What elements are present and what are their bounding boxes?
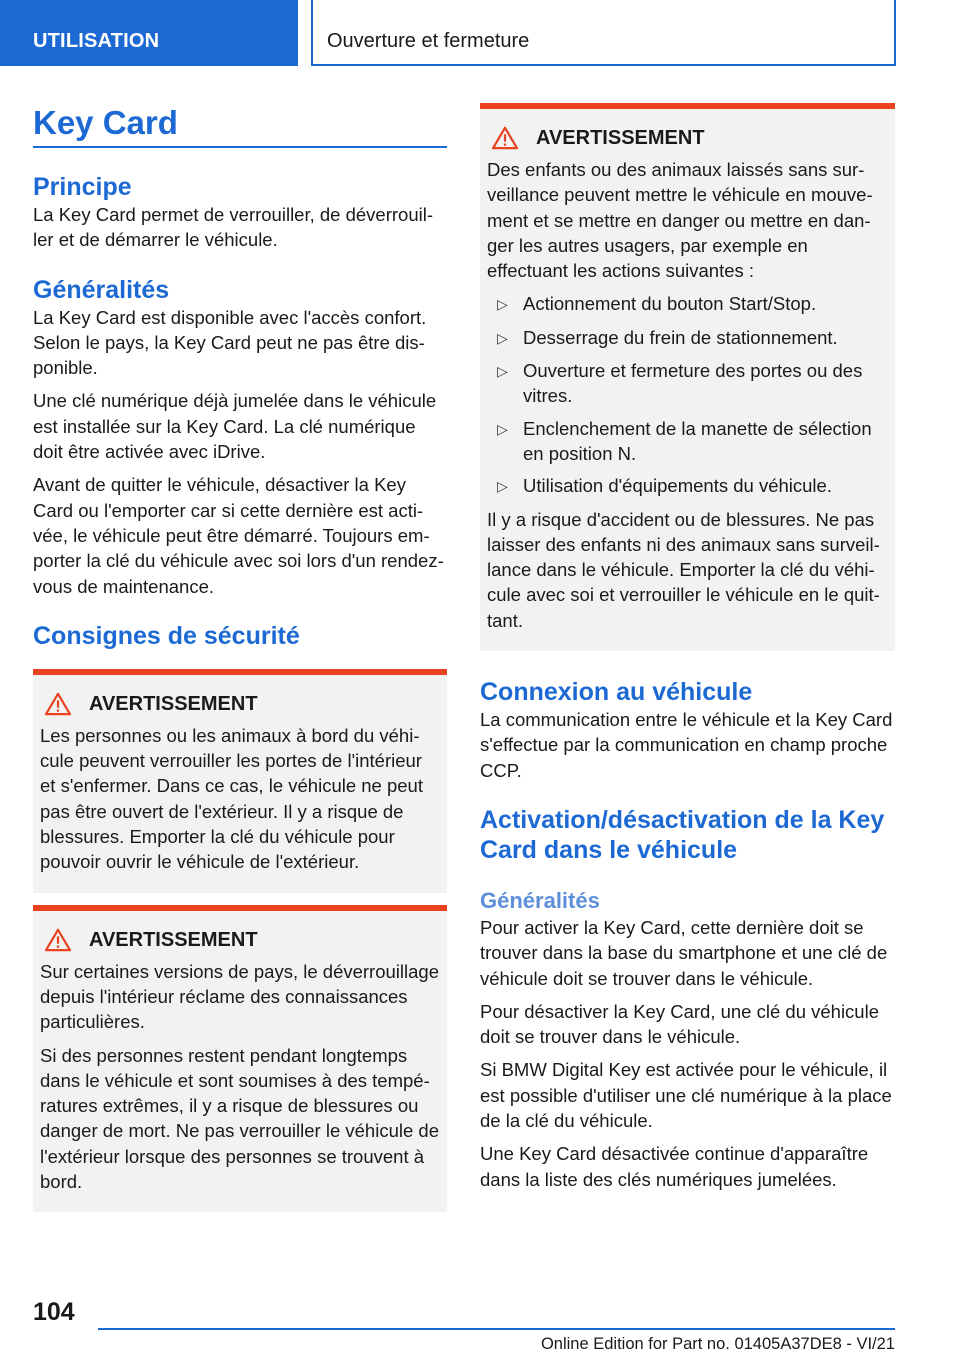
generalites-p1: La Key Card est disponible avec l'accès confort. Selon le pays, la Key Card peut ne pas être disponible.: [33, 306, 427, 379]
connexion-heading: Connexion au véhicule: [480, 678, 753, 707]
action-list: [487, 291, 887, 499]
warning-header: [40, 927, 439, 953]
chapter-tab: [311, 0, 896, 66]
warning-header: [40, 691, 439, 717]
warning-triangle-icon: [43, 928, 73, 952]
triangle-right-icon: ▷: [497, 363, 508, 380]
triangle-right-icon: ▷: [497, 478, 508, 495]
generalites-p3: Avant de quitter le véhicule, désactiver la Key Card ou l'emporter car si cette dernière est activée, le véhicule peut être démarré. Toujours emporter la clé du véhicule avec soi lors d'un rendez-vous de maintenance.: [33, 474, 444, 597]
warning-label: AVERTISSEMENT: [89, 928, 258, 951]
page-number: 104: [33, 1298, 75, 1326]
consignes-heading: Consignes de sécurité: [33, 621, 300, 650]
triangle-right-icon: ▷: [497, 329, 508, 346]
activation-subheading: Généralités: [480, 887, 600, 913]
warning-triangle-icon: [43, 692, 73, 716]
warning-header: [487, 125, 887, 151]
warning-box-2: [33, 905, 447, 1213]
section-title: UTILISATION: [33, 30, 160, 52]
activation-p2: Pour désactiver la Key Card, une clé du véhicule doit se trouver dans le véhicule.: [480, 1000, 879, 1048]
footer-divider: [98, 1328, 895, 1330]
list-item-text: Actionnement du bouton Start/Stop.: [523, 293, 817, 315]
principe-heading: Principe: [33, 173, 132, 201]
warning-outro: Il y a risque d'accident ou de blessures. Ne pas laisser des enfants ni des animaux sans surveillance dans le véhicule. Emporter la clé du véhicule avec soi et verrouiller le véhicule en le quittant.: [487, 508, 880, 631]
list-item: [487, 416, 887, 467]
chapter-title: Ouverture et fermeture: [327, 30, 530, 52]
edition-text: Online Edition for Part no. 01405A37DE8 - VI/21: [540, 1335, 895, 1353]
list-item: [487, 291, 887, 317]
generalites-heading: Généralités: [33, 275, 170, 304]
list-item: [487, 358, 887, 409]
warning-intro: Des enfants ou des animaux laissés sans surveillance peuvent mettre le véhicule en mouvement et se mettre en danger ou mettre en danger les autres usagers, par exemple en effectuant les actions suivantes :: [487, 159, 873, 282]
activation-p3: Si BMW Digital Key est activée pour le véhicule, il est possible d'utiliser une clé numérique à la place de la clé du véhicule.: [480, 1059, 892, 1132]
right-column: [480, 103, 895, 1200]
activation-p1: Pour activer la Key Card, cette dernière doit se trouver dans la base du smartphone et une clé de véhicule doit se trouver dans le véhicule.: [480, 916, 888, 989]
warning-text: Les personnes ou les animaux à bord du véhicule peuvent verrouiller les portes de l'intérieur et s'enfermer. Dans ce cas, le véhicule ne peut pas être ouvert de l'extérieur. Il y a risque de blessures. Emporter la clé du véhicule pour pouvoir ouvrir le véhicule de l'extérieur.: [40, 724, 423, 873]
generalites-p2: Une clé numérique déjà jumelée dans le véhicule est installée sur la Key Card. La clé numérique doit être activée avec iDrive.: [33, 390, 437, 463]
list-item-text: Utilisation d'équipements du véhicule.: [523, 475, 832, 497]
activation-heading: Activation/désactivation de la Key Card dans le véhicule: [480, 805, 885, 864]
warning-label: AVERTISSEMENT: [89, 692, 258, 715]
list-item: [487, 325, 887, 351]
list-item-text: Desserrage du frein de stationnement.: [523, 326, 838, 348]
warning-text-p2: Si des personnes restent pendant longtemps dans le véhicule et sont soumises à des températures extrêmes, il y a risque de blessures ou danger de mort. Ne pas verrouiller le véhicule de l'extérieur lorsque des personnes se trouvent à bord.: [40, 1044, 439, 1193]
page-title: Key Card: [33, 104, 178, 141]
triangle-right-icon: ▷: [497, 296, 508, 313]
list-item: [487, 473, 887, 499]
triangle-right-icon: ▷: [497, 420, 508, 437]
principe-text: La Key Card permet de verrouiller, de déverrouiller et de démarrer le véhicule.: [33, 204, 434, 251]
warning-text-p1: Sur certaines versions de pays, le déverrouillage depuis l'intérieur réclame des connaissances particulières.: [40, 960, 439, 1033]
warning-label: AVERTISSEMENT: [536, 127, 705, 149]
title-divider: [33, 146, 447, 148]
connexion-text: La communication entre le véhicule et la Key Card s'effectue par la communication en champ proche CCP.: [480, 709, 893, 781]
list-item-text: Ouverture et fermeture des portes ou des vitres.: [523, 360, 863, 407]
list-item-text: Enclenchement de la manette de sélection en position N.: [523, 417, 872, 464]
warning-box-3: [480, 103, 895, 651]
left-column: [33, 100, 447, 1212]
section-tab: [0, 0, 298, 66]
warning-box-1: [33, 669, 447, 893]
activation-p4: Une Key Card désactivée continue d'apparaître dans la liste des clés numériques jumelées.: [480, 1143, 869, 1190]
warning-triangle-icon: [490, 126, 520, 150]
